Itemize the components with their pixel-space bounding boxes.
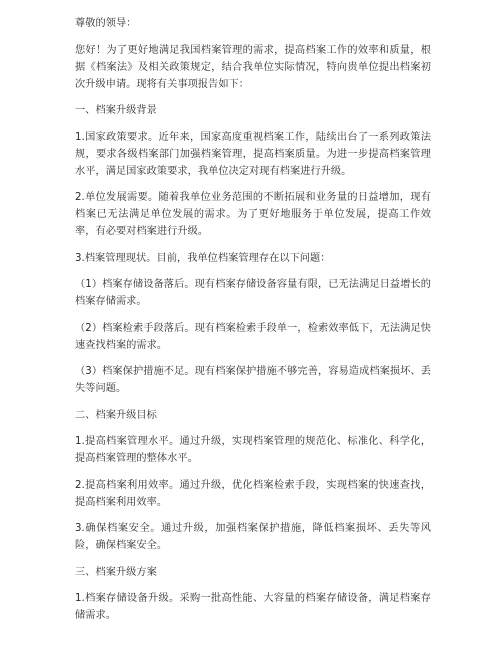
paragraph-issue-storage: （1）档案存储设备落后。现有档案存储设备容量有限，已无法满足日益增长的档案存储需求。 <box>75 279 431 307</box>
document-body <box>75 15 431 634</box>
section-heading-background: 一、档案升级背景 <box>75 105 157 116</box>
paragraph-plan-storage: 1.档案存储设备升级。采购一批高性能、大容量的档案存储设备，满足档案存储需求。 <box>75 593 431 621</box>
paragraph-policy-requirement: 1.国家政策要求。近年来，国家高度重视档案工作，陆续出台了一系列政策法规，要求各级档案部门加强档案管理，提高档案质量。为进一步提高档案管理水平，满足国家政策要求，我单位决定对现有档案进行升级。 <box>75 131 431 177</box>
section-heading-plan: 三、档案升级方案 <box>75 566 157 578</box>
paragraph-goal-management: 1.提高档案管理水平。通过升级，实现档案管理的规范化、标准化、科学化，提高档案管理的整体水平。 <box>75 436 431 464</box>
section-heading-goals: 二、档案升级目标 <box>75 409 157 421</box>
paragraph-goal-security: 3.确保档案安全。通过升级，加强档案保护措施，降低档案损坏、丢失等风险，确保档案安全。 <box>75 523 431 551</box>
salutation: 尊敬的领导： <box>75 18 137 29</box>
paragraph-development-need: 2.单位发展需要。随着我单位业务范围的不断拓展和业务量的日益增加，现有档案已无法满足单位发展的需求。为了更好地服务于单位发展，提高工作效率，有必要对档案进行升级。 <box>75 192 431 237</box>
intro-paragraph: 您好！为了更好地满足我国档案管理的需求，提高档案工作的效率和质量，根据《档案法》及相关政策规定，结合我单位实际情况，特向贵单位提出档案初次升级申请。现将有关事项报告如下： <box>75 44 431 90</box>
paragraph-issue-protection: （3）档案保护措施不足。现有档案保护措施不够完善，容易造成档案损坏、丢失等问题。 <box>75 366 431 394</box>
paragraph-goal-efficiency: 2.提高档案利用效率。通过升级，优化档案检索手段，实现档案的快速查找，提高档案利用效率。 <box>75 479 431 508</box>
paragraph-current-status: 3.档案管理现状。目前，我单位档案管理存在以下问题： <box>75 252 331 264</box>
paragraph-issue-retrieval: （2）档案检索手段落后。现有档案检索手段单一，检索效率低下，无法满足快速查找档案的需求。 <box>75 322 431 351</box>
